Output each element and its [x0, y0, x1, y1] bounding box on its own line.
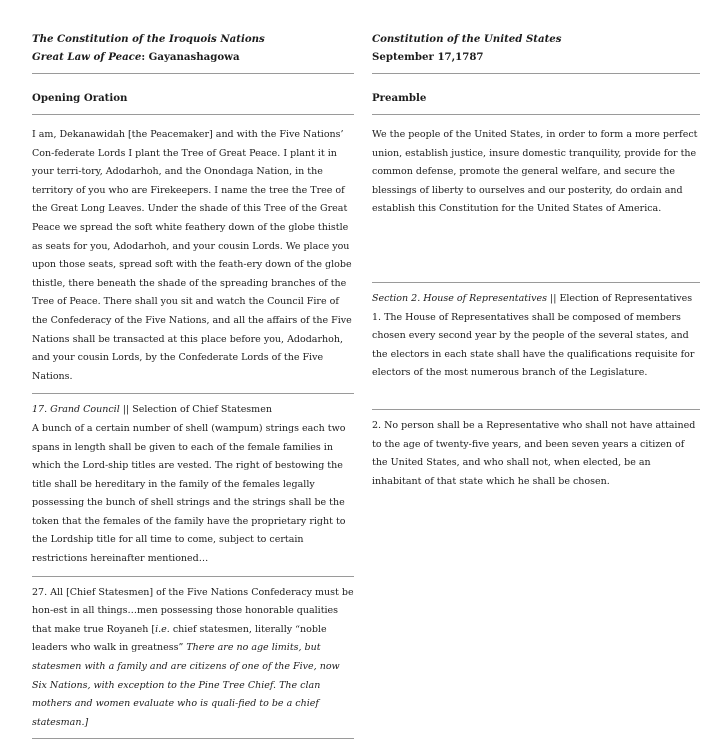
section-2: [372, 290, 700, 383]
us-date: September 17,1787: [372, 51, 484, 63]
section-17-text: A bunch of a certain number of shell (wampum) strings each two spans in length shall be given to each of the female families in which the Lord-ship titles are vested. The right of bestowing the title shall be hereditary in the family of the females legally possessing the bunch of shell strings and the strings shall be the token that the females of the family have the proprietary right to the Lordship title for all time to come, subject to certain restrictions hereinafter mentioned…: [32, 422, 346, 565]
iroquois-title: The Constitution of the Iroquois Nations: [32, 33, 265, 45]
section-27-text-b: chief statesmen, literally “noble leaders who walk in greatness”: [32, 623, 327, 654]
preamble-text: We the people of the United States, in order to form a more perfect union, establish justice, insure domestic tranquility, provide for the common defense, promote the general welfare, and secure the blessings of liberty to ourselves and our posterity, do ordain and establish this Constitution for the United States of America.: [372, 129, 698, 215]
divider: [372, 282, 700, 283]
section-17-heading: [32, 401, 354, 420]
iroquois-column: [32, 30, 354, 739]
section-27-text: [32, 584, 354, 733]
preamble-heading: Preamble: [372, 92, 427, 104]
section-17: [32, 401, 354, 568]
iroquois-subtitle: [32, 48, 354, 66]
section-27-text-c: There are no age limits, but statesmen with a family and are citizens of one of the Five, now Six Nations, with exception to the Pine Tree Chief. The clan mothers and women evaluate who is quali-fied to be a chief statesman.]: [32, 642, 340, 728]
us-constitution-column: [372, 30, 700, 491]
section-17-title: Selection of Chief Statesmen: [132, 404, 272, 416]
section-17-label: 17. Grand Council: [32, 404, 120, 416]
iroquois-subtitle-rest: : Gayanashagowa: [141, 51, 240, 63]
section-17-separator: ||: [119, 404, 133, 416]
divider: [32, 73, 354, 74]
section-2-title: Election of Representatives: [559, 293, 693, 304]
divider: [32, 114, 354, 115]
section-27-ie: i.e.: [155, 623, 170, 635]
preamble-block: [372, 126, 700, 275]
section-2-block: [372, 290, 700, 409]
divider: [372, 409, 700, 410]
opening-oration-text: I am, Dekanawidah [the Peacemaker] and with the Five Nations’ Con-federate Lords I plant the Tree of Great Peace. I plant it in your terri-tory, Adodarhoh, and the Onondaga Nation, in the territory of you who are Firekeepers. I name the tree the Tree of the Great Long Leaves. Under the shade of this Tree of the Great Peace we spread the soft white feathery down of the globe thistle as seats for you, Adodarhoh, and your cousin Lords. We place you upon those seats, spread soft with the feath-ery down of the globe thistle, there beneath the shade of the spreading branches of the Tree of Peace. There shall you sit and watch the Council Fire of the Confederacy of the Five Nations, and all the affairs of the Five Nations shall be transacted at this place before you, Adodarhoh, and your cousin Lords, by the Confederate Lords of the Five Nations.: [32, 129, 352, 382]
us-header: [372, 30, 700, 66]
divider: [372, 73, 700, 74]
divider: [32, 576, 354, 577]
divider: [32, 393, 354, 394]
iroquois-header: [32, 30, 354, 66]
section-2-clause-2-text: 2. No person shall be a Representative who shall not have attained to the age of twenty-five years, and been seven years a citizen of the United States, and who shall not, when elected, be an inhabitant of that state which he shall be chosen.: [372, 420, 696, 487]
section-2-heading: [372, 290, 700, 309]
iroquois-subtitle-italic: Great Law of Peace: [32, 51, 142, 63]
section-2-separator: ||: [546, 293, 560, 304]
section-2-label: Section 2. House of Representatives: [372, 293, 547, 304]
us-title: Constitution of the United States: [372, 33, 562, 45]
divider: [372, 114, 700, 115]
section-27-text-a: 27. All [Chief Statesmen] of the Five Nations Confederacy must be hon-est in all things…men possessing those honorable qualities that make true Royaneh [: [32, 586, 354, 635]
section-2-text: 1. The House of Representatives shall be composed of members chosen every second year by the people of the several states, and the electors in each state shall have the qualifications requisite for electors of the most numerous branch of the Legislature.: [372, 311, 695, 379]
opening-oration-heading: Opening Oration: [32, 92, 128, 104]
